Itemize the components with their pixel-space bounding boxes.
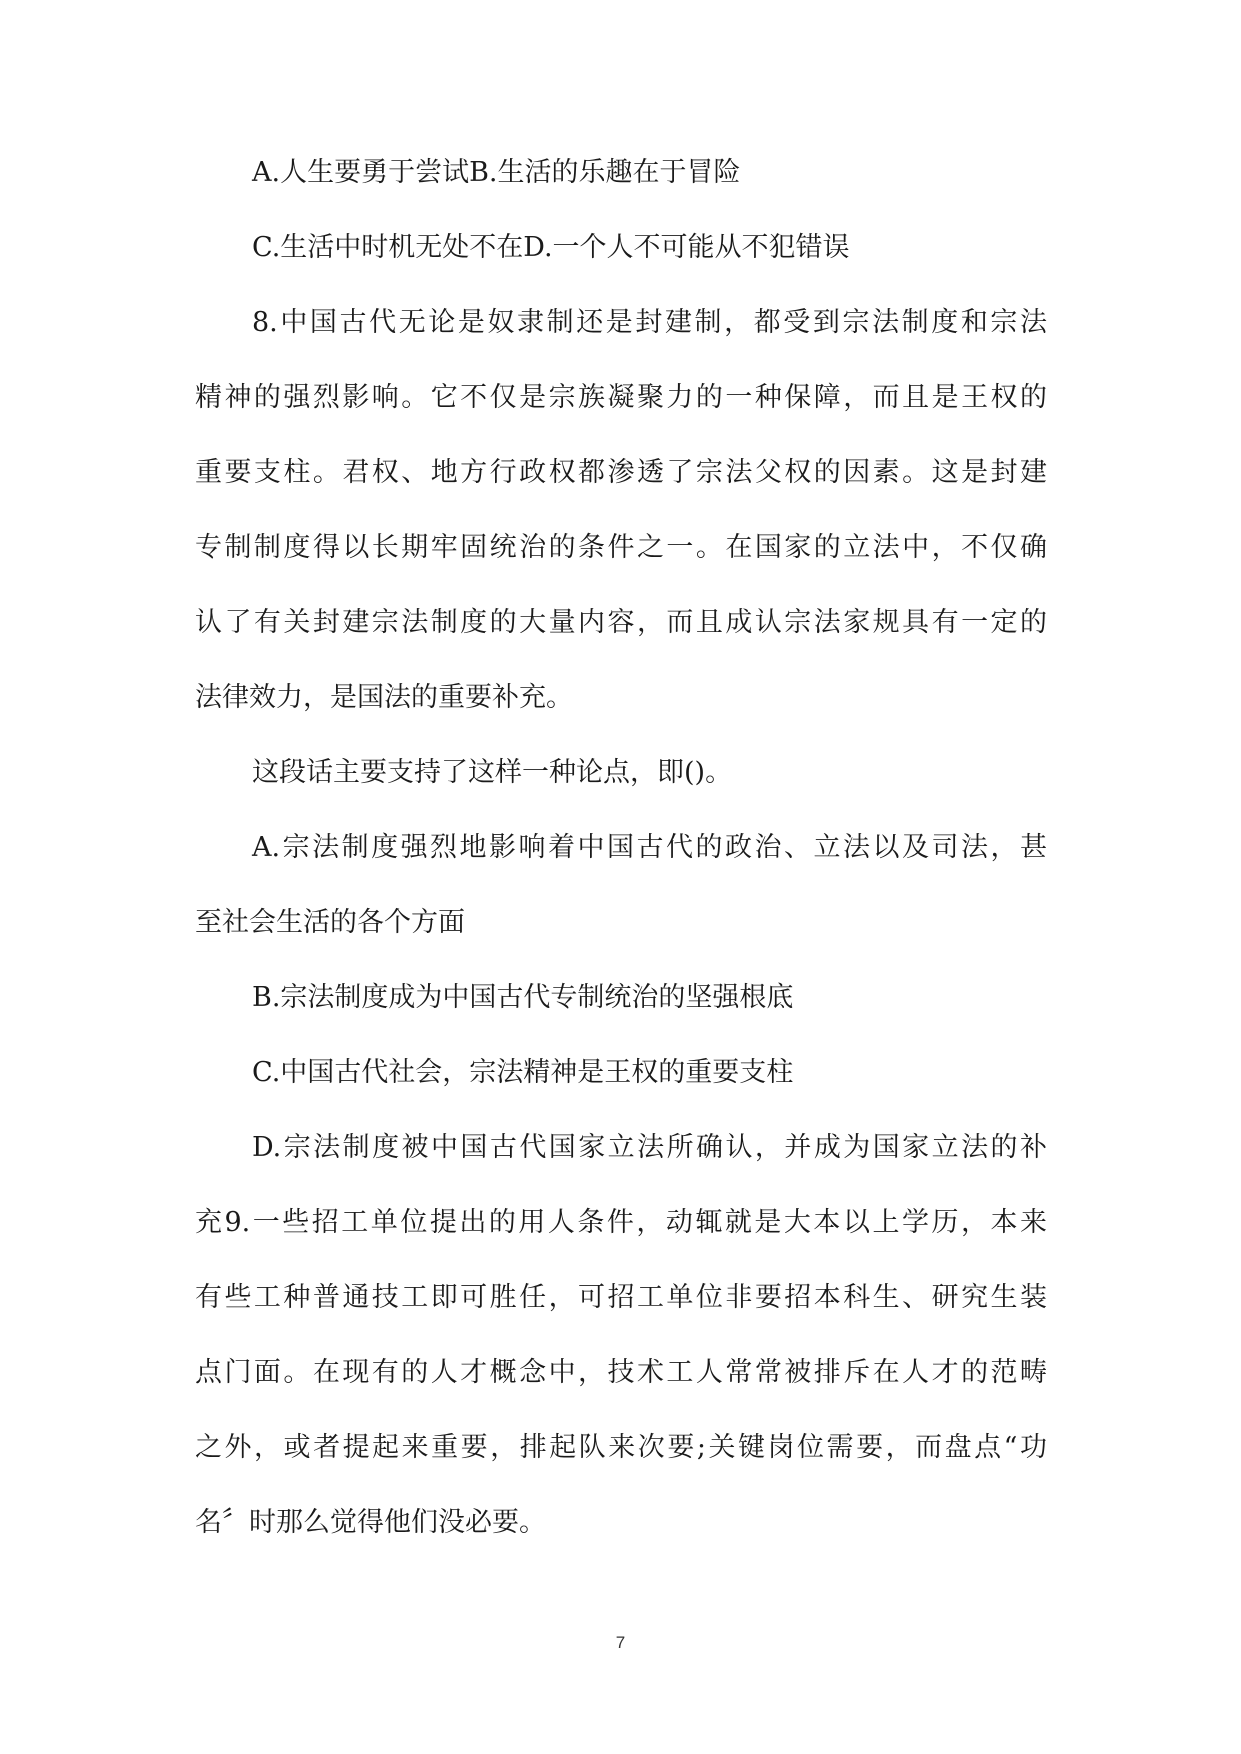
option-d-line-1: D.宗法制度被中国古代国家立法所确认，并成为国家立法的补 bbox=[252, 1132, 1047, 1163]
question-8-prompt: 这段话主要支持了这样一种论点，即()。 bbox=[252, 757, 733, 788]
question-8-line-6: 法律效力，是国法的重要补充。 bbox=[195, 682, 573, 713]
question-8-line-4: 专制制度得以长期牢固统治的条件之一。在国家的立法中，不仅确 bbox=[195, 532, 1047, 563]
question-8-line-2: 精神的强烈影响。它不仅是宗族凝聚力的一种保障，而且是王权的 bbox=[195, 382, 1047, 413]
question-9-line-1: 充9.一些招工单位提出的用人条件，动辄就是大本以上学历，本来 bbox=[195, 1207, 1047, 1238]
question-8-line-5: 认了有关封建宗法制度的大量内容，而且成认宗法家规具有一定的 bbox=[195, 607, 1047, 638]
question-9-line-4: 之外，或者提起来重要，排起队来次要;关键岗位需要，而盘点“功 bbox=[195, 1432, 1047, 1463]
question-9-line-3: 点门面。在现有的人才概念中，技术工人常常被排斥在人才的范畴 bbox=[195, 1357, 1047, 1388]
question-9-line-2: 有些工种普通技工即可胜任，可招工单位非要招本科生、研究生装 bbox=[195, 1282, 1047, 1313]
option-line-a-b: A.人生要勇于尝试B.生活的乐趣在于冒险 bbox=[252, 157, 741, 188]
option-line-c-d: C.生活中时机无处不在D.一个人不可能从不犯错误 bbox=[252, 232, 850, 263]
option-a-line-1: A.宗法制度强烈地影响着中国古代的政治、立法以及司法，甚 bbox=[252, 832, 1047, 863]
question-8-line-3: 重要支柱。君权、地方行政权都渗透了宗法父权的因素。这是封建 bbox=[195, 457, 1047, 488]
page-number: 7 bbox=[615, 1633, 626, 1652]
question-8-line-1: 8.中国古代无论是奴隶制还是封建制，都受到宗法制度和宗法 bbox=[252, 307, 1047, 338]
option-a-line-2: 至社会生活的各个方面 bbox=[195, 907, 465, 938]
option-b: B.宗法制度成为中国古代专制统治的坚强根底 bbox=[252, 982, 794, 1013]
question-9-line-5: 名〞时那么觉得他们没必要。 bbox=[195, 1507, 546, 1538]
option-c: C.中国古代社会，宗法精神是王权的重要支柱 bbox=[252, 1057, 794, 1088]
